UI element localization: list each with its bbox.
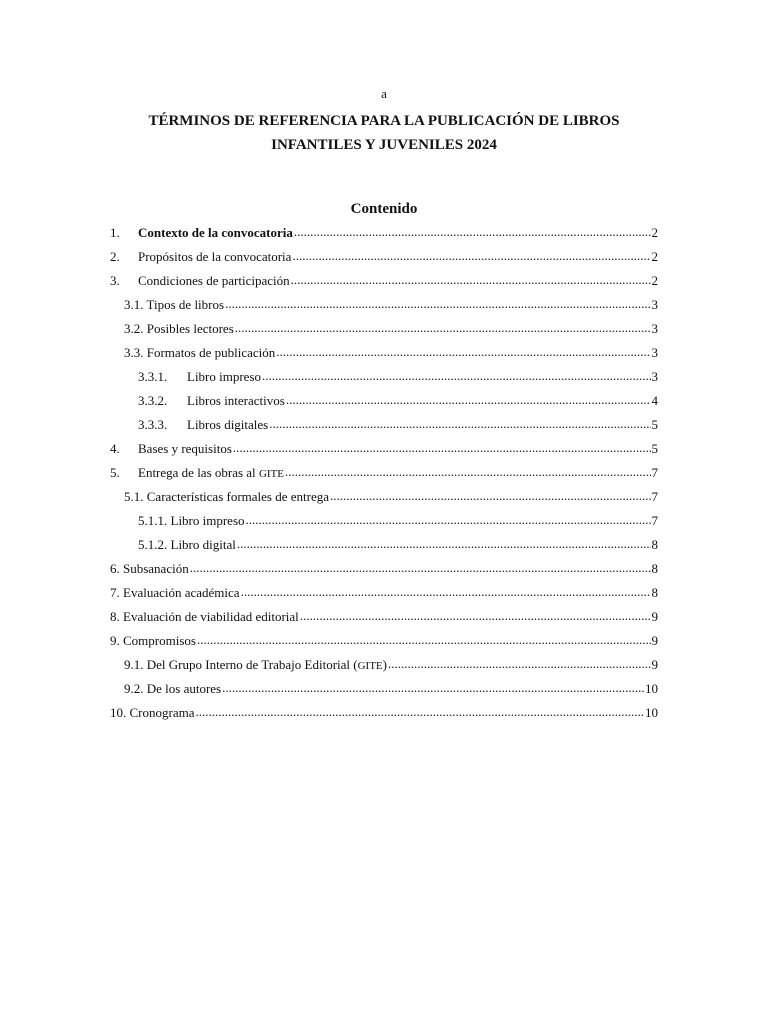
toc-entry-label: 3.2. Posibles lectores — [124, 321, 234, 336]
toc-entry-number: 4. — [110, 441, 120, 456]
toc-entry-page: 7 — [651, 465, 658, 480]
toc-leader-dots — [286, 392, 651, 405]
toc-entry-label-acronym: GITE — [258, 468, 284, 480]
toc-entry-label: 3.1. Tipos de libros — [124, 297, 225, 312]
toc-leader-dots — [222, 680, 644, 693]
toc-leader-dots — [292, 248, 650, 261]
toc-entry[interactable] — [0, 392, 658, 412]
toc-entry-label-text: Entrega de las obras al — [138, 465, 259, 480]
toc-entry-label: Condiciones de participación — [138, 273, 290, 288]
toc-entry-label: 9. Compromisos — [110, 633, 196, 648]
toc-entry-label: Libros digitales — [187, 417, 269, 432]
toc-leader-dots — [291, 272, 651, 285]
toc-entry[interactable] — [0, 488, 658, 508]
toc-entry-page: 2 — [651, 249, 658, 264]
toc-entry-page: 8 — [651, 537, 658, 552]
toc-entry-page: 8 — [651, 561, 658, 576]
toc-leader-dots — [225, 296, 650, 309]
toc-entry-page: 7 — [651, 489, 658, 504]
toc-leader-dots — [233, 440, 651, 453]
toc-entry-page: 9 — [651, 657, 658, 672]
toc-entry-label: 5.1. Características formales de entrega — [124, 489, 330, 504]
toc-entry-page: 4 — [651, 393, 658, 408]
toc-entry-label — [124, 657, 387, 673]
toc-entry[interactable] — [0, 512, 658, 532]
toc-entry[interactable] — [0, 248, 658, 268]
toc-entry-label — [138, 465, 284, 481]
toc-entry-page: 5 — [651, 441, 658, 456]
toc-entry-page: 10 — [645, 705, 658, 720]
toc-entry[interactable] — [0, 368, 658, 388]
toc-entry-label: 7. Evaluación académica — [110, 585, 240, 600]
toc-entry[interactable] — [0, 224, 658, 244]
document-title — [100, 109, 668, 157]
toc-leader-dots — [262, 368, 650, 381]
toc-entry-page: 3 — [651, 345, 658, 360]
toc-leader-dots — [195, 704, 644, 717]
toc-entry[interactable] — [0, 296, 658, 316]
toc-leader-dots — [388, 656, 651, 669]
toc-entry-label: 8. Evaluación de viabilidad editorial — [110, 609, 299, 624]
toc-entry[interactable] — [0, 320, 658, 340]
toc-entry-label: 6. Subsanación — [110, 561, 189, 576]
toc-entry-page: 2 — [651, 273, 658, 288]
toc-leader-dots — [235, 320, 651, 333]
toc-leader-dots — [269, 416, 650, 429]
toc-leader-dots — [246, 512, 651, 525]
toc-entry-label: 9.2. De los autores — [124, 681, 222, 696]
toc-entry-page: 2 — [651, 225, 658, 240]
title-line-1: TÉRMINOS DE REFERENCIA PARA LA PUBLICACIÓN DE LIBROS — [148, 113, 620, 129]
toc-entry-label: Libro impreso — [187, 369, 262, 384]
toc-entry-label-acronym: GITE — [357, 660, 383, 672]
toc-entry-number: 2. — [110, 249, 120, 264]
toc-entry-label: 5.1.2. Libro digital — [138, 537, 236, 552]
toc-entry-label: Contexto de la convocatoria — [138, 225, 293, 240]
title-line-2: INFANTILES Y JUVENILES 2024 — [271, 137, 497, 153]
toc-entry[interactable] — [0, 608, 658, 628]
toc-entry-page: 8 — [651, 585, 658, 600]
toc-entry[interactable] — [0, 584, 658, 604]
toc-entry-page: 3 — [651, 369, 658, 384]
toc-leader-dots — [241, 584, 651, 597]
toc-entry-number: 1. — [110, 225, 120, 240]
toc-entry[interactable] — [0, 632, 658, 652]
toc-entry-label: 10. Cronograma — [110, 705, 195, 720]
toc-entry[interactable] — [0, 344, 658, 364]
toc-entry-number: 5. — [110, 465, 120, 480]
toc-entry-label: 3.3. Formatos de publicación — [124, 345, 276, 360]
toc-entry[interactable] — [0, 536, 658, 556]
toc-entry-number: 3.3.1. — [138, 369, 168, 384]
toc-entry-page: 3 — [651, 297, 658, 312]
toc-leader-dots — [330, 488, 650, 501]
toc-leader-dots — [197, 632, 651, 645]
toc-entry-page: 7 — [651, 513, 658, 528]
toc-leader-dots — [294, 224, 651, 237]
toc-entry-label-text: 9.1. Del Grupo Interno de Trabajo Editorial ( — [124, 657, 358, 672]
toc-entry-page: 5 — [651, 417, 658, 432]
page-marker: a — [381, 86, 387, 101]
toc-leader-dots — [190, 560, 651, 573]
toc-entry[interactable] — [0, 680, 658, 700]
toc-entry-page: 9 — [651, 633, 658, 648]
toc-entry-number: 3.3.3. — [138, 417, 168, 432]
toc-entry-label: Propósitos de la convocatoria — [138, 249, 292, 264]
toc-entry[interactable] — [0, 272, 658, 292]
toc-entry-label: Bases y requisitos — [138, 441, 232, 456]
toc-entry[interactable] — [0, 440, 658, 460]
toc-entry[interactable] — [0, 464, 658, 484]
toc-heading: Contenido — [350, 201, 418, 217]
toc-entry-page: 3 — [651, 321, 658, 336]
toc-entry[interactable] — [0, 656, 658, 676]
toc-entry-page: 10 — [645, 681, 658, 696]
toc-leader-dots — [285, 464, 651, 477]
toc-entry[interactable] — [0, 560, 658, 580]
toc-entry[interactable] — [0, 704, 658, 724]
toc-entry-label: 5.1.1. Libro impreso — [138, 513, 245, 528]
toc-entry-number: 3.3.2. — [138, 393, 168, 408]
toc-entry-label: Libros interactivos — [187, 393, 285, 408]
toc-entry-label-suffix: ) — [382, 657, 387, 672]
toc-entry-page: 9 — [651, 609, 658, 624]
toc-leader-dots — [300, 608, 651, 621]
toc-entry-number: 3. — [110, 273, 120, 288]
toc-leader-dots — [276, 344, 650, 357]
toc-entry[interactable] — [0, 416, 658, 436]
toc-leader-dots — [237, 536, 651, 549]
